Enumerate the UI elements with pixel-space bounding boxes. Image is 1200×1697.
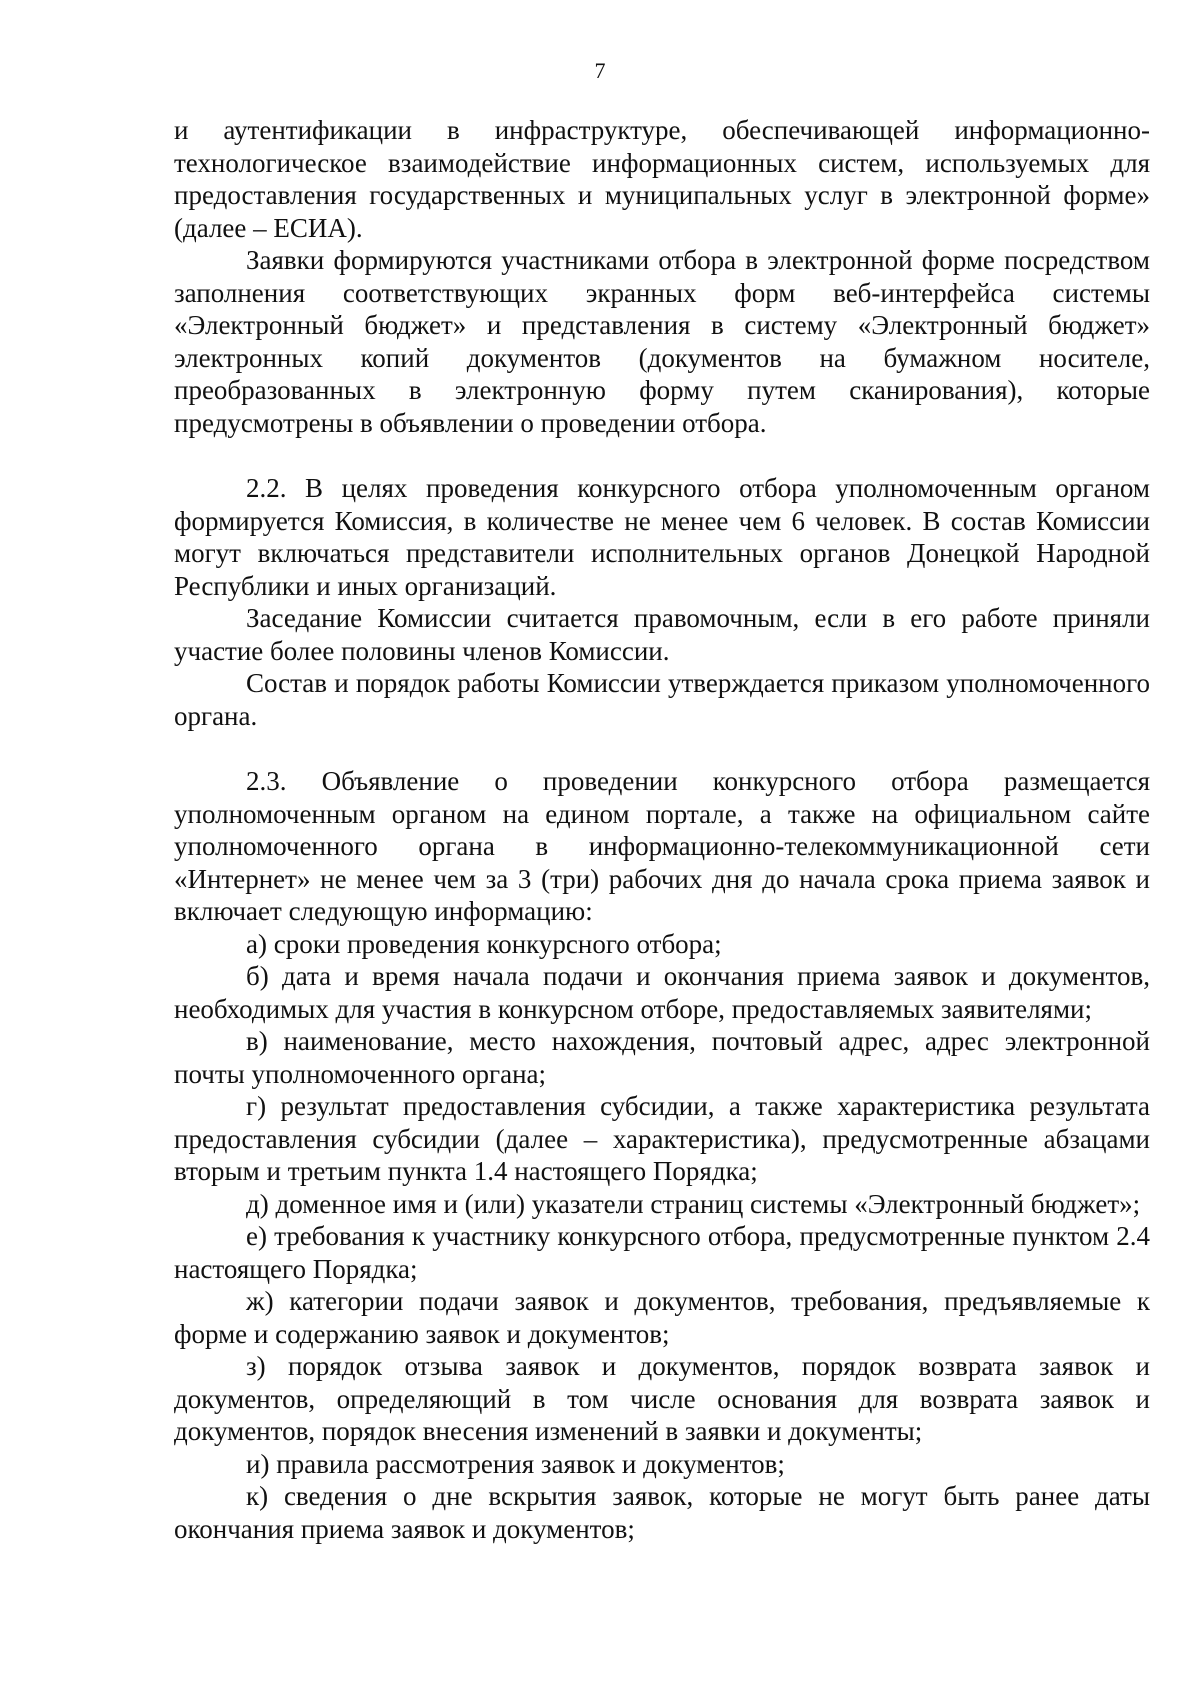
paragraph-esia-continuation: и аутентификации в инфраструктуре, обеспечивающей информационно-технологическое взаимодействие информационных систем, используемых для предоставления государственных и муниципальных услуг в электронной форме» (далее – ЕСИА). (174, 115, 1150, 243)
page-number: 7 (594, 58, 606, 83)
list-item-a: а) сроки проведения конкурсного отбора; (246, 928, 722, 959)
list-item-z: з) порядок отзыва заявок и документов, порядок возврата заявок и документов, определяющий в том числе основания для возврата заявок и документов, порядок внесения изменений в заявки и документы; (174, 1351, 1150, 1446)
paragraph-2-3-announcement: 2.3. Объявление о проведении конкурсного отбора размещается уполномоченным органом на едином портале, а также на официальном сайте уполномоченного органа в информационно-телекоммуникационной сети «Интернет» не менее чем за 3 (три) рабочих дня до начала срока приема заявок и включает следующую информацию: (174, 766, 1150, 926)
list-item-v: в) наименование, место нахождения, почтовый адрес, адрес электронной почты уполномоченного органа; (174, 1026, 1150, 1089)
list-item-zh: ж) категории подачи заявок и документов, требования, предъявляемые к форме и содержанию заявок и документов; (174, 1286, 1150, 1349)
section-spacer (174, 439, 1150, 472)
list-item-e: е) требования к участнику конкурсного отбора, предусмотренные пунктом 2.4 настоящего Порядка; (174, 1221, 1150, 1284)
paragraph-commission-quorum: Заседание Комиссии считается правомочным, если в его работе приняли участие более половины членов Комиссии. (174, 603, 1150, 666)
list-item-g: г) результат предоставления субсидии, а также характеристика результата предоставления субсидии (далее – характеристика), предусмотренные абзацами вторым и третьим пункта 1.4 настоящего Порядка; (174, 1091, 1150, 1186)
list-item-i: и) правила рассмотрения заявок и документов; (246, 1448, 785, 1479)
section-spacer (174, 732, 1150, 765)
list-item-k: к) сведения о дне вскрытия заявок, которые не могут быть ранее даты окончания приема заявок и документов; (174, 1481, 1150, 1544)
paragraph-commission-composition: Состав и порядок работы Комиссии утверждается приказом уполномоченного органа. (174, 668, 1150, 731)
list-item-d: д) доменное имя и (или) указатели страниц системы «Электронный бюджет»; (246, 1188, 1141, 1219)
list-item-b: б) дата и время начала подачи и окончания приема заявок и документов, необходимых для участия в конкурсном отборе, предоставляемых заявителями; (174, 961, 1150, 1024)
document-body (174, 114, 1150, 1545)
paragraph-applications-formed: Заявки формируются участниками отбора в электронной форме посредством заполнения соответствующих экранных форм веб-интерфейса системы «Электронный бюджет» и представления в систему «Электронный бюджет» электронных копий документов (документов на бумажном носителе, преобразованных в электронную форму путем сканирования), которые предусмотрены в объявлении о проведении отбора. (174, 245, 1150, 438)
paragraph-2-2-commission: 2.2. В целях проведения конкурсного отбора уполномоченным органом формируется Комиссия, в количестве не менее чем 6 человек. В состав Комиссии могут включаться представители исполнительных органов Донецкой Народной Республики и иных организаций. (174, 473, 1150, 601)
